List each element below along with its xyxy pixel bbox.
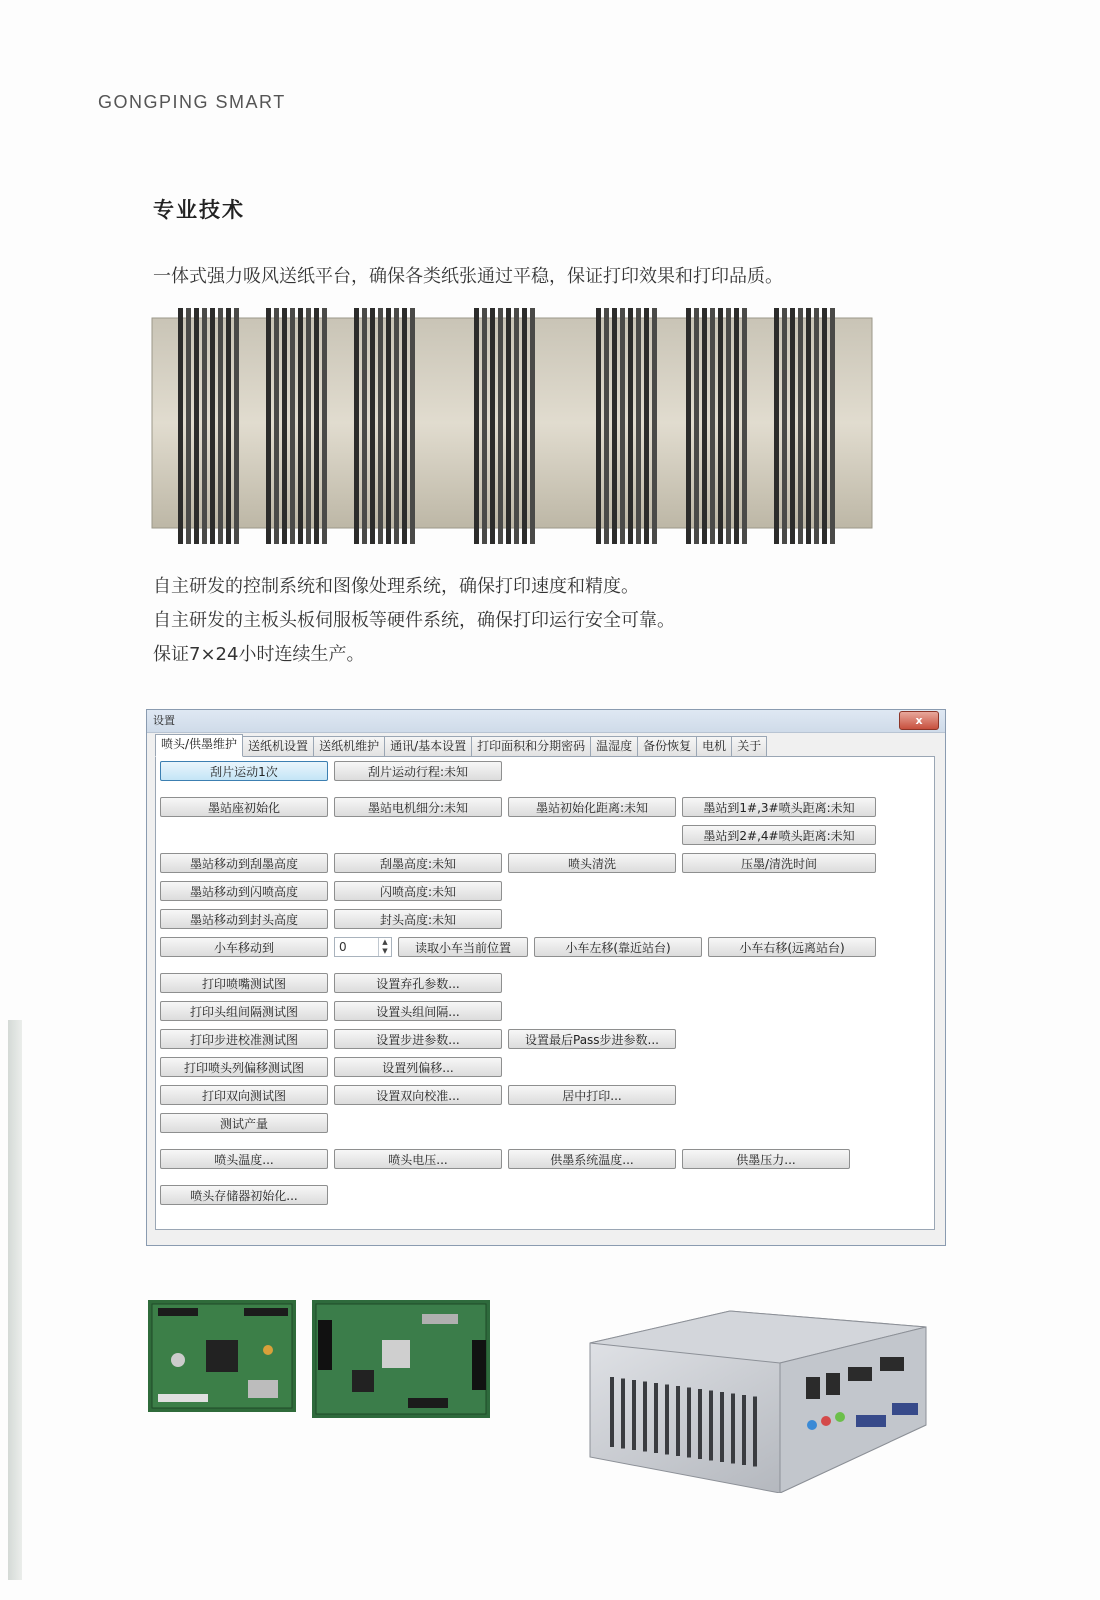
belt-strip	[378, 308, 383, 544]
carriage-position-stepper[interactable]	[334, 937, 392, 957]
belt-strip	[686, 308, 691, 544]
vent-slot	[742, 1395, 746, 1465]
scrape-once-button[interactable]: 刮片运动1次	[160, 761, 328, 781]
vent-slot	[610, 1377, 614, 1447]
head-temp-button[interactable]: 喷头温度...	[160, 1149, 328, 1169]
tab-feeder-settings[interactable]: 送纸机设置	[242, 736, 314, 756]
vent-slot	[676, 1386, 680, 1456]
belt-strip	[402, 308, 407, 544]
belt-strip	[652, 308, 657, 544]
carriage-move-to-button[interactable]: 小车移动到	[160, 937, 328, 957]
carriage-left-button[interactable]: 小车左移(靠近站台)	[534, 937, 702, 957]
vent-slot	[621, 1379, 625, 1449]
head-clean-button[interactable]: 喷头清洗	[508, 853, 676, 873]
scan-edge	[8, 1020, 22, 1580]
belt-strip	[628, 308, 633, 544]
belt-strip	[782, 308, 787, 544]
feature-list	[153, 570, 675, 672]
belt-strip	[354, 308, 359, 544]
vent-slot	[665, 1385, 669, 1455]
tab-about[interactable]: 关于	[731, 736, 767, 756]
feature-item: 自主研发的控制系统和图像处理系统，确保打印速度和精度。	[153, 576, 639, 597]
belt-strip	[710, 308, 715, 544]
set-step-params-button[interactable]: 设置步进参数...	[334, 1029, 502, 1049]
belt-strip	[322, 308, 327, 544]
move-scrape-height-button[interactable]: 墨站移动到刮墨高度	[160, 853, 328, 873]
tab-temp-humidity[interactable]: 温湿度	[590, 736, 638, 756]
belt-strip	[734, 308, 739, 544]
belt-strip	[774, 308, 779, 544]
vent-slot	[731, 1394, 735, 1464]
intro-text: 一体式强力吸风送纸平台，确保各类纸张通过平稳，保证打印效果和打印品质。	[153, 266, 783, 287]
press-clean-time-button[interactable]: 压墨/清洗时间	[682, 853, 876, 873]
tab-bar	[155, 736, 766, 756]
tab-head-ink[interactable]: 喷头/供墨维护	[155, 734, 243, 757]
belt-strip	[498, 308, 503, 544]
belt-strip	[490, 308, 495, 544]
belt-strip	[636, 308, 641, 544]
belt-strip	[514, 308, 519, 544]
belt-strip	[506, 308, 511, 544]
belt-strip	[370, 308, 375, 544]
tab-print-area-password[interactable]: 打印面积和分期密码	[471, 736, 591, 756]
belt-strip	[178, 308, 183, 544]
head-memory-init-button[interactable]: 喷头存储器初始化...	[160, 1185, 328, 1205]
center-print-button[interactable]: 居中打印...	[508, 1085, 676, 1105]
carriage-right-button[interactable]: 小车右移(远离站台)	[708, 937, 876, 957]
belt-strip	[530, 308, 535, 544]
belt-strip	[814, 308, 819, 544]
print-bidir-button[interactable]: 打印双向测试图	[160, 1085, 328, 1105]
move-cap-height-button[interactable]: 墨站移动到封头高度	[160, 909, 328, 929]
belt-strip	[620, 308, 625, 544]
belt-strip	[226, 308, 231, 544]
belt-strip	[798, 308, 803, 544]
cap-height-button[interactable]: 封头高度:未知	[334, 909, 502, 929]
vent-slot	[687, 1388, 691, 1458]
belt-strip	[790, 308, 795, 544]
vent-slot	[720, 1392, 724, 1462]
station-init-dist-button[interactable]: 墨站初始化距离:未知	[508, 797, 676, 817]
belt-strip	[718, 308, 723, 544]
belt-strip	[314, 308, 319, 544]
vacuum-belt-platform-photo	[146, 308, 886, 554]
tab-feeder-maintenance[interactable]: 送纸机维护	[313, 736, 385, 756]
carriage-position-value: 0	[339, 940, 347, 954]
settings-window	[146, 709, 946, 1246]
belt-strip	[604, 308, 609, 544]
vent-slot	[698, 1389, 702, 1459]
belt-strip	[410, 308, 415, 544]
belt-strip	[806, 308, 811, 544]
feature-item: 保证7×24小时连续生产。	[153, 644, 365, 665]
set-bidir-button[interactable]: 设置双向校准...	[334, 1085, 502, 1105]
scrape-height-button[interactable]: 刮墨高度:未知	[334, 853, 502, 873]
belt-strip	[194, 308, 199, 544]
belt-strip	[694, 308, 699, 544]
set-abandon-holes-button[interactable]: 设置弃孔参数...	[334, 973, 502, 993]
belt-strip	[210, 308, 215, 544]
set-column-offset-button[interactable]: 设置列偏移...	[334, 1057, 502, 1077]
belt-strip	[474, 308, 479, 544]
belt-strip	[742, 308, 747, 544]
mainboard-photo	[148, 1300, 296, 1412]
test-output-button[interactable]: 测试产量	[160, 1113, 328, 1133]
flash-height-button[interactable]: 闪喷高度:未知	[334, 881, 502, 901]
belt-strip	[362, 308, 367, 544]
window-title: 设置	[153, 714, 175, 727]
belt-strip	[218, 308, 223, 544]
belt-strip	[234, 308, 239, 544]
section-title: 专业技术	[153, 198, 245, 222]
belt-strip	[202, 308, 207, 544]
vent-slot	[654, 1383, 658, 1453]
set-last-pass-button[interactable]: 设置最后Pass步进参数...	[508, 1029, 676, 1049]
tab-backup-restore[interactable]: 备份恢复	[637, 736, 697, 756]
vent-slot	[753, 1397, 757, 1467]
ink-pressure-button[interactable]: 供墨压力...	[682, 1149, 850, 1169]
belt-strip	[290, 308, 295, 544]
belt-strip	[282, 308, 287, 544]
belt-strip	[522, 308, 527, 544]
spin-arrows-icon[interactable]: ▲ ▼	[378, 938, 391, 956]
belt-strip	[386, 308, 391, 544]
belt-strip	[830, 308, 835, 544]
station-init-button[interactable]: 墨站座初始化	[160, 797, 328, 817]
head-voltage-button[interactable]: 喷头电压...	[334, 1149, 502, 1169]
belt-strip	[702, 308, 707, 544]
industrial-pc-photo	[580, 1307, 932, 1493]
headboard-photo	[312, 1300, 490, 1418]
settings-panel	[155, 756, 935, 1230]
station-to-13-button[interactable]: 墨站到1#,3#喷头距离:未知	[682, 797, 876, 817]
belt-strip	[644, 308, 649, 544]
belt-strip	[298, 308, 303, 544]
print-column-offset-button[interactable]: 打印喷头列偏移测试图	[160, 1057, 328, 1077]
read-carriage-pos-button[interactable]: 读取小车当前位置	[398, 937, 528, 957]
tab-motor[interactable]: 电机	[696, 736, 732, 756]
brand-name: GONGPING SMART	[98, 92, 286, 112]
belt-strip	[726, 308, 731, 544]
set-group-spacing-button[interactable]: 设置头组间隔...	[334, 1001, 502, 1021]
belt-strip	[612, 308, 617, 544]
belt-strip	[266, 308, 271, 544]
print-group-spacing-button[interactable]: 打印头组间隔测试图	[160, 1001, 328, 1021]
belt-strip	[482, 308, 487, 544]
belt-strip	[394, 308, 399, 544]
move-flash-height-button[interactable]: 墨站移动到闪喷高度	[160, 881, 328, 901]
close-button[interactable]: x	[899, 711, 939, 730]
station-to-24-button[interactable]: 墨站到2#,4#喷头距离:未知	[682, 825, 876, 845]
belt-strip	[274, 308, 279, 544]
ink-temp-button[interactable]: 供墨系统温度...	[508, 1149, 676, 1169]
print-step-calib-button[interactable]: 打印步进校准测试图	[160, 1029, 328, 1049]
belt-strip	[306, 308, 311, 544]
belt-strip	[186, 308, 191, 544]
belt-strip	[596, 308, 601, 544]
vent-slot	[709, 1391, 713, 1461]
scrape-travel-button[interactable]: 刮片运动行程:未知	[334, 761, 502, 781]
print-nozzle-test-button[interactable]: 打印喷嘴测试图	[160, 973, 328, 993]
window-titlebar	[147, 710, 945, 733]
tab-comm-basic[interactable]: 通讯/基本设置	[384, 736, 472, 756]
vent-slot	[643, 1382, 647, 1452]
vent-slot	[632, 1380, 636, 1450]
station-motor-div-button[interactable]: 墨站电机细分:未知	[334, 797, 502, 817]
belt-strip	[822, 308, 827, 544]
feature-item: 自主研发的主板头板伺服板等硬件系统，确保打印运行安全可靠。	[153, 610, 675, 631]
